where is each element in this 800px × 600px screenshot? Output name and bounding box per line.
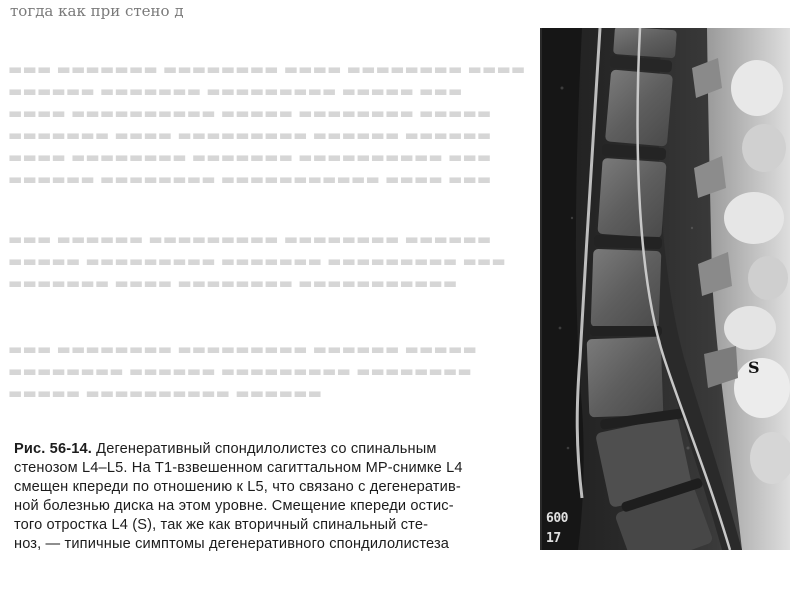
caption-line-6: ноз, — типичные симптомы дегенеративного спондилолистеза xyxy=(14,536,450,552)
figure-caption xyxy=(14,440,514,554)
caption-line-1-text: Дегенеративный спондилолистез со спинальным xyxy=(91,441,437,457)
mri-spine-drawing xyxy=(542,28,790,550)
caption-line-3: смещен кпереди по отношению к L5, что связано с дегенератив- xyxy=(14,479,461,495)
caption-line-1 xyxy=(14,440,514,459)
caption-figure-label: Рис. 56-14. xyxy=(14,441,92,457)
caption-line-4: ной болезнью диска на этом уровне. Смещение кпереди остис- xyxy=(14,498,454,514)
mri-sagittal-image xyxy=(540,28,790,550)
caption-line-2: стенозом L4–L5. На Т1-взвешенном сагиттальном МР-снимке L4 xyxy=(14,460,463,476)
top-text-fragment: тогда как при стено д xyxy=(10,2,184,20)
caption-line-5: того отростка L4 (S), так же как вторичный спинальный сте- xyxy=(14,517,429,533)
image-corner-code-1: 600 xyxy=(546,511,568,526)
bleed-through-text: ▬▬▬ ▬▬▬▬▬▬▬ ▬▬▬▬▬▬▬▬ ▬▬▬▬ ▬▬▬▬▬▬▬▬ ▬▬▬▬ ▬▬▬▬▬▬ ▬▬▬▬▬▬▬ ▬▬▬▬▬▬▬▬▬ ▬▬▬▬▬ ▬▬▬ ▬▬▬▬ ▬▬▬▬▬▬▬▬▬▬ ▬▬▬▬▬ ▬▬▬▬▬▬▬▬ ▬▬▬▬▬ ▬▬▬▬▬▬▬ ▬▬▬▬ ▬▬▬▬▬▬▬▬▬ ▬▬▬▬▬▬ ▬▬▬▬▬▬ ▬▬▬▬ ▬▬▬▬▬▬▬▬ ▬▬▬▬▬▬▬ ▬▬▬▬▬▬▬▬▬▬ ▬▬▬ ▬▬▬▬▬▬ ▬▬▬▬▬▬▬▬ ▬▬▬▬▬▬▬▬▬▬▬ ▬▬▬▬ ▬▬▬ ▬▬▬ ▬▬▬▬▬▬ ▬▬▬▬▬▬▬▬▬ ▬▬▬▬▬▬▬▬ ▬▬▬▬▬▬ ▬▬▬▬▬ ▬▬▬▬▬▬▬▬▬ ▬▬▬▬▬▬▬ ▬▬▬▬▬▬▬▬▬ ▬▬▬ ▬▬▬▬▬▬▬ ▬▬▬▬ ▬▬▬▬▬▬▬▬ ▬▬▬▬▬▬▬▬▬▬▬ ▬▬▬ ▬▬▬▬▬▬▬▬ ▬▬▬▬▬▬▬▬▬ ▬▬▬▬▬▬ ▬▬▬▬▬ ▬▬▬▬▬▬▬▬ ▬▬▬▬▬▬ ▬▬▬▬▬▬▬▬▬ ▬▬▬▬▬▬▬▬ ▬▬▬▬▬ ▬▬▬▬▬▬▬▬▬▬ ▬▬▬▬▬▬ xyxy=(8,60,526,402)
image-corner-code-2: 17 xyxy=(546,531,561,546)
spinous-process-label-s: S xyxy=(748,358,760,377)
